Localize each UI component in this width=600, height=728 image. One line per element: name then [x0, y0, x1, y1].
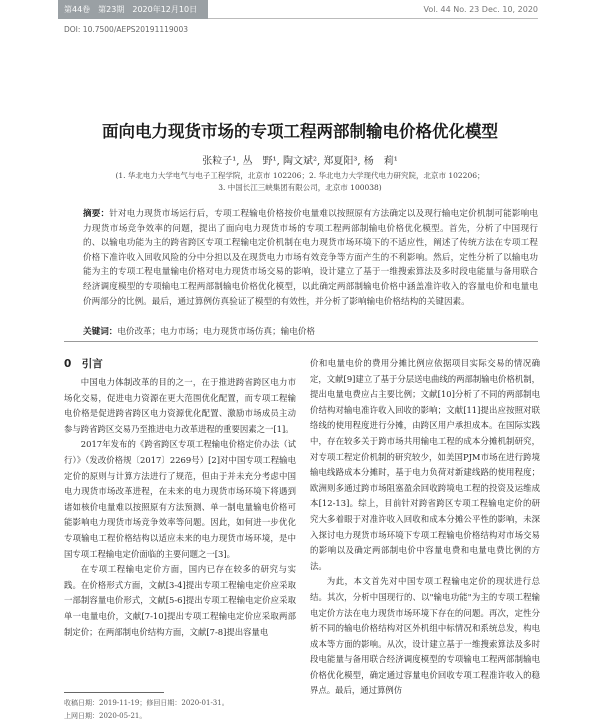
- abstract-text: 针对电力现货市场运行后，专项工程输电价格按价电量难以按照原有方法确定以及现行输电定价机制可能影响电力现货市场竞争效率的问题，提出了面向电力现货市场的专项工程两部制输电价格优化模型。首先，分析了中国现行的、以输电功能为主的跨省跨区专项工程输电定价机制在电力现货市场环境下的不适应性，阐述了传统方法在专项工程价格下准许收入回收风险的分中分担以及在现货电力市场有效竞争等方面产生的不利影响。然后，定性分析了以输电功能为主的专项工程电量输电价格对电力现货市场交易的影响，设计建立了基于一维搜索算法及多时段电能量与备用联合经济调度模型的专项输电工程两部制输电价格优化模型，以此确定两部制输电价格中涵盖准许收入的容量电价和电量电价两部分的比例。最后，通过算例仿真验证了模型的有效性，并分析了影响输电价格结构的关键因素。: [83, 209, 538, 307]
- paragraph-continued: 价和电量电价的费用分摊比例应依据项目实际交易的情况确定，文献[9]建立了基于分层送电曲线的两部制输电价格机制，提出电量电费应占主要比例；文献[10]分析了不同的两部制电价结构对输电准许收入回收的影响；文献[11]提出应按照对联络线的使用程度进行分摊，由跨区用户承担成本。在国际实践中，存在较多关于跨市场共用输电工程的成本分摊机制研究，对专项工程定价机制的研究较少，如美国PJM市场在进行跨境输电线路成本分摊时，基于电力负荷对新建线路的使用程度；欧洲则多通过跨市场阻塞盈余回收跨境电工程的投资及运维成本[12-13]。综上，目前针对跨省跨区专项工程输电定价的研究大多着眼于对准许收入回收和成本分摊公平性的影响，未深入探讨电力现货市场环境下专项工程输电价格结构对市场交易的影响以及确定两部制电价中容量电费和电量电费比例的方法。: [310, 358, 540, 571]
- journal-header: [0, 0, 600, 19]
- affiliation-line-1: (1. 华北电力大学电气与电子工程学院，北京市 102206；2. 华北电力大学现代电力研究院，北京市 102206；: [115, 171, 485, 180]
- keywords: [83, 325, 538, 337]
- abstract-divider: [64, 341, 538, 342]
- section-heading-introduction: 0 引言: [64, 358, 103, 370]
- left-column: [64, 375, 296, 640]
- footnote-received: 收稿日期：2019-11-19；修回日期：2020-01-31。: [64, 699, 229, 707]
- affiliation-line-2: 3. 中国长江三峡集团有限公司，北京市 100038): [218, 183, 382, 192]
- keywords-label: 关键词：: [83, 327, 118, 337]
- paper-title: 面向电力现货市场的专项工程两部制输电价格优化模型: [102, 122, 498, 141]
- author-list: 张粒子¹, 丛 野¹, 陶文斌², 郑夏阳³, 杨 莉¹: [202, 156, 398, 167]
- volume-info: Vol. 44 No. 23 Dec. 10, 2020: [423, 5, 538, 14]
- paragraph: 中国电力体制改革的目的之一，在于推进跨省跨区电力市场化交易，促进电力资源在更大范围优化配置，而专项工程输电价格是促进跨省跨区电力资源优化配置、激励市场成员主动参与跨省跨区交易乃至推进电力改革进程的重要因素之一[1]。: [64, 377, 296, 434]
- paragraph: 2017年发布的《跨省跨区专项工程输电价格定价办法（试行）》（发改价格规〔2017〕2269号）[2]对中国专项工程输电定价的原则与计算方法进行了规范，但由于并未充分考虑中国电力现货市场改革进程，在未来的电力现货市场环境下将遇到诸如核价电量难以按照原有方法预测、单一制电量输电价格可能影响电力现货市场竞争效率等问题。因此，如何进一步优化专项输电工程价格结构以适应未来的电力现货市场环境，是中国专项工程输电定价面临的主要问题之一[3]。: [64, 439, 296, 559]
- footnote-rule: [64, 692, 164, 693]
- keywords-text: 电价改革；电力市场；电力现货市场仿真；输电价格: [117, 327, 316, 337]
- paragraph: 在专项工程输电定价方面，国内已存在较多的研究与实践。在价格形式方面，文献[3-4]提出专项工程输电定价应采取一部制容量电价形式，文献[5-6]提出专项工程输电定价应采取单一电量电价，文献[7-10]提出专项工程输电定价应采取两部制定价；在两部制电价结构方面，文献[7-8]提出容量电: [64, 564, 296, 637]
- abstract: [83, 207, 538, 309]
- paragraph: 为此，本文首先对中国专项工程输电定价的现状进行总结。其次，分析中国现行的、以"输电功能"为主的专项工程输电定价方法在电力现货市场环境下存在的问题。再次，定性分析不同的输电价格结构对区外机组中标情况和系统总发，构电成本等方面的影响。从次，设计建立基于一维搜索算法及多时段电能量与备用联合经济调度模型的专项输电工程两部制输电价格优化模型，确定通过容量电价回收专项工程准许收入的稳界点。最后，通过算例仿: [310, 576, 540, 696]
- right-column: [310, 356, 540, 696]
- abstract-label: 摘要：: [83, 209, 110, 219]
- issue-info: 第44卷 第23期 2020年12月10日: [58, 0, 208, 19]
- footnote-online: 上网日期：2020-05-21。: [64, 712, 147, 720]
- doi[interactable]: DOI: 10.7500/AEPS20191119003: [64, 25, 188, 34]
